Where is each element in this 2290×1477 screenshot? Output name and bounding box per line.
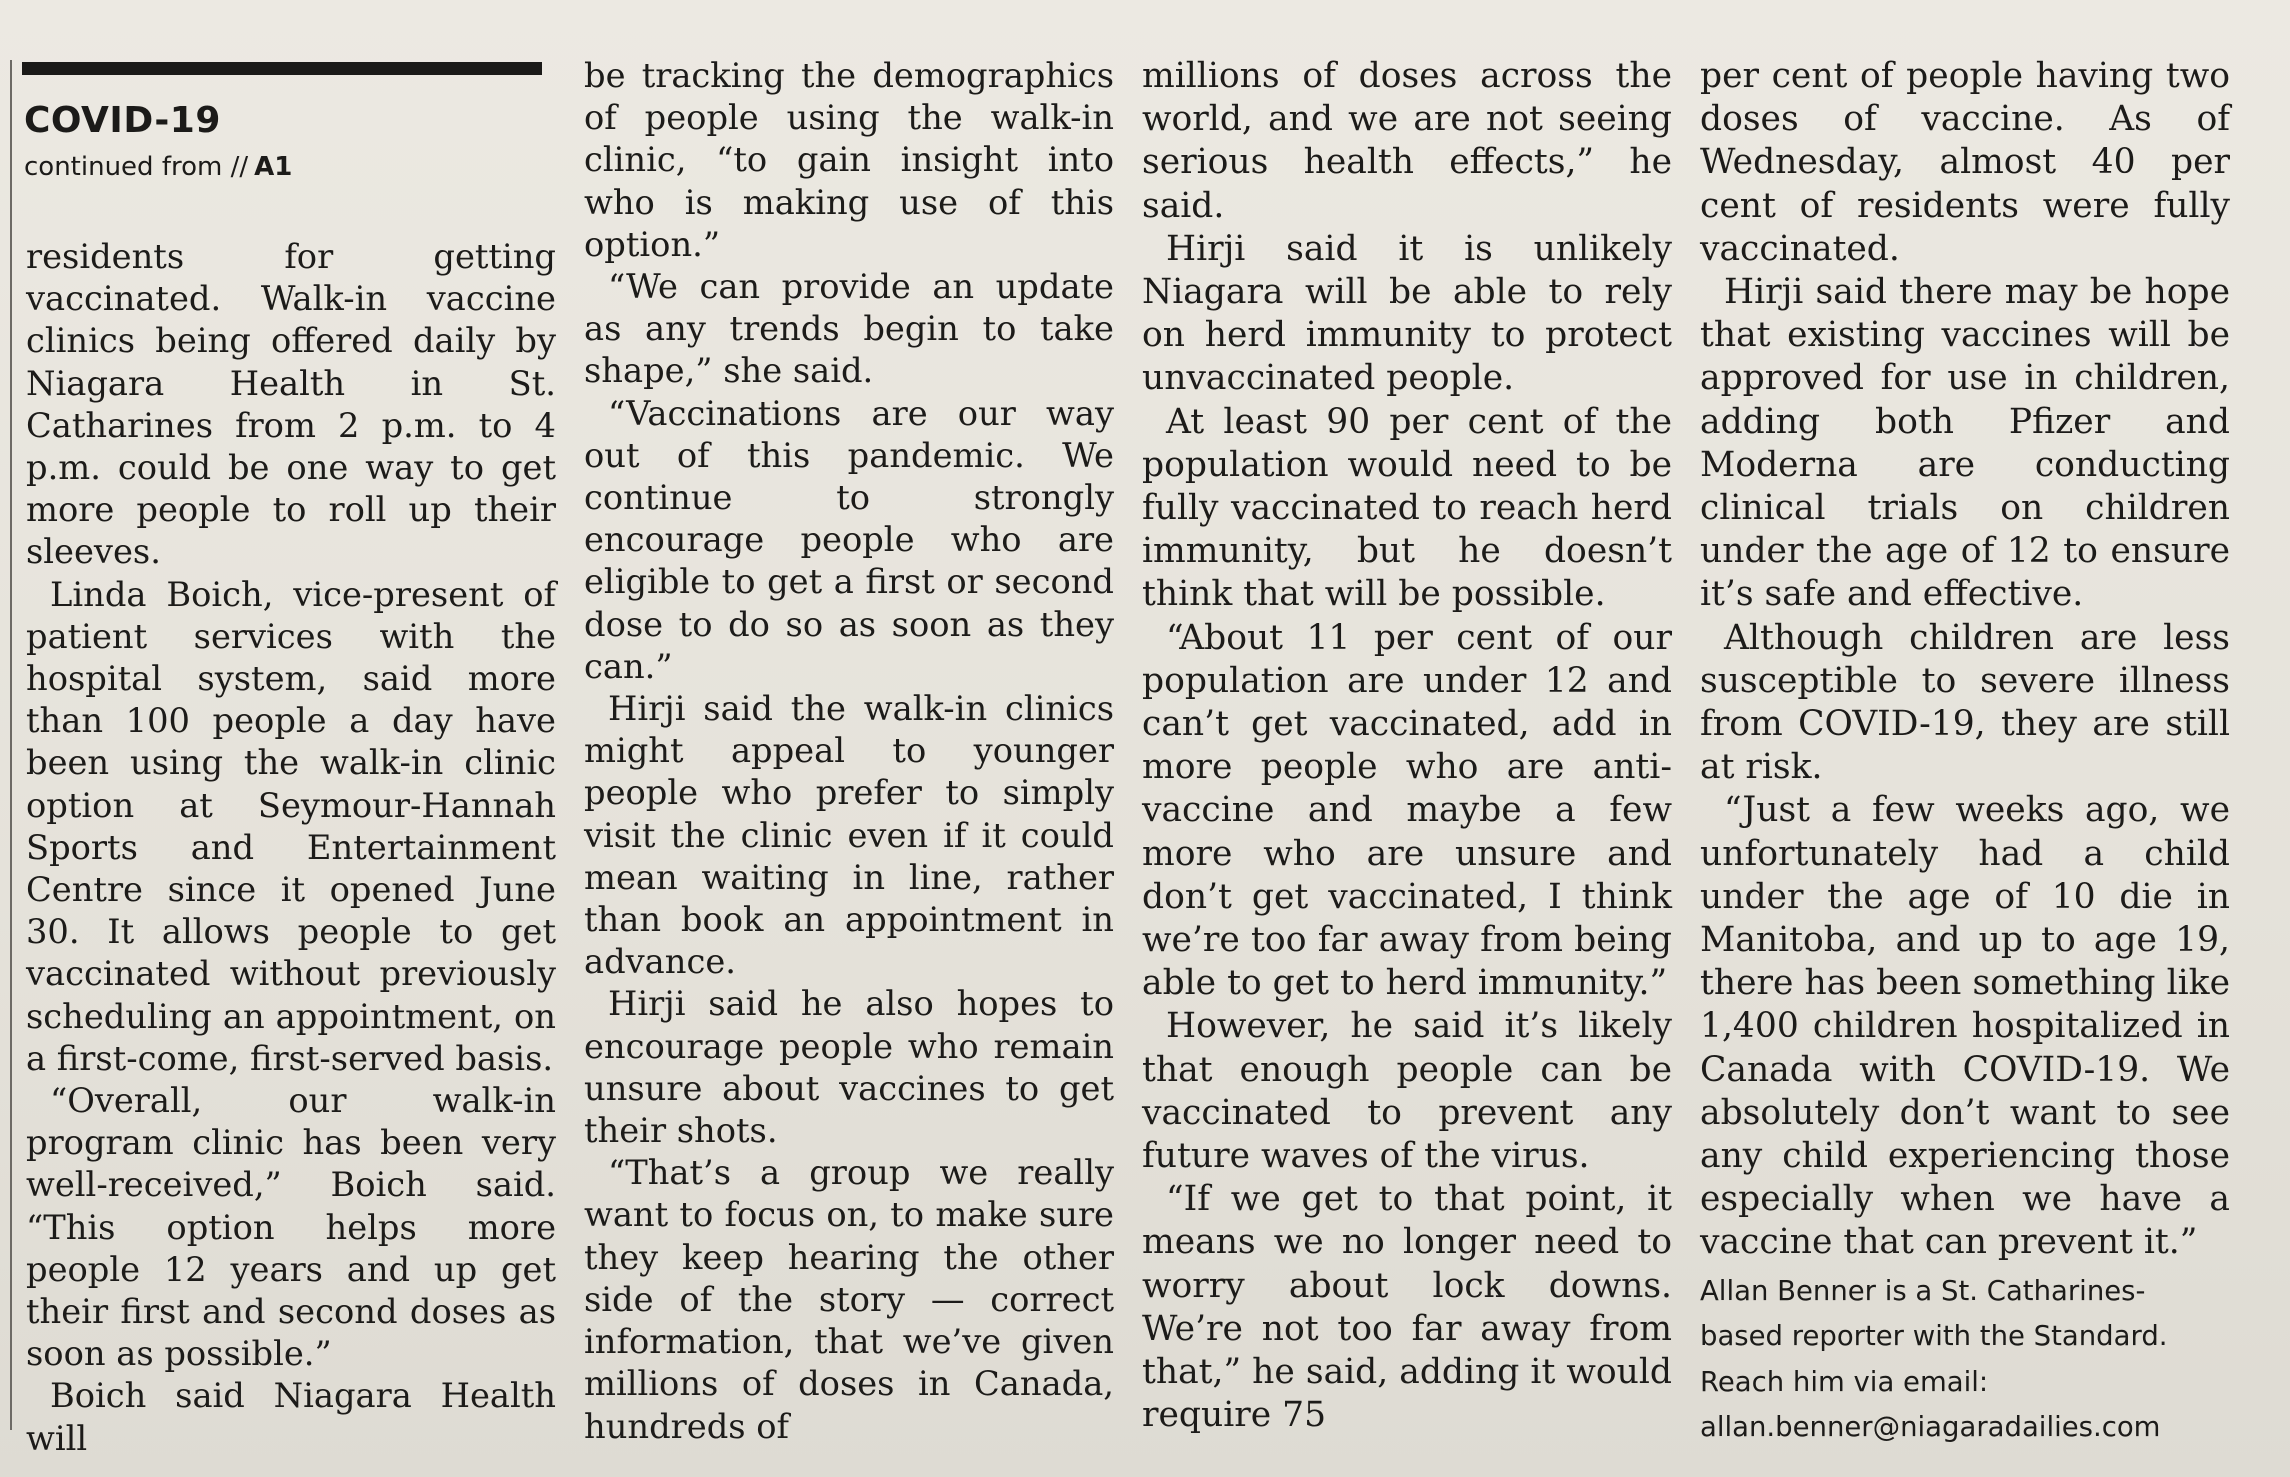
paragraph: Hirji said the walk-in clinics might appeal to younger people who prefer to simply visit the clinic even if it could mean waiting in line, rather than book an appointment in advance. <box>584 689 1114 982</box>
paragraph: Although children are less susceptible to severe illness from COVID-19, they are still at risk. <box>1700 617 2230 788</box>
paragraph: Hirji said there may be hope that existing vaccines will be approved for use in children, adding both Pfizer and Moderna are conducting clinical trials on children under the age of 12 to ensure it’s safe and effective. <box>1700 272 2230 615</box>
paragraph: However, he said it’s likely that enough people can be vaccinated to prevent any future waves of the virus. <box>1142 1006 1672 1177</box>
paragraph: millions of doses across the world, and we are not seeing serious health effects,” he said. <box>1142 56 1672 226</box>
paragraph: be tracking the demographics of people using the walk-in clinic, “to gain insight into who is making use of this option.” <box>584 56 1114 264</box>
paragraph: Hirji said it is unlikely Niagara will be able to rely on herd immunity to protect unvaccinated people. <box>1142 228 1672 399</box>
article-column-1 <box>26 236 556 1460</box>
paragraph: “If we get to that point, it means we no longer need to worry about lock downs. We’re not too far away from that,” he said, adding it would require 75 <box>1142 1179 1672 1436</box>
section-label: COVID-19 <box>24 100 221 141</box>
paragraph: “That’s a group we really want to focus on, to make sure they keep hearing the other side of the story — correct information, that we’ve given millions of doses in Canada, hundreds of <box>584 1153 1114 1446</box>
paragraph: Linda Boich, vice-present of patient services with the hospital system, said more than 100 people a day have been using the walk-in clinic option at Seymour-Hannah Sports and Entertainment Centre since it opened June 30. It allows people to get vaccinated without previously scheduling an appointment, on a first-come, first-served basis. <box>26 574 556 1078</box>
bio-line: Allan Benner is a St. Catharines- <box>1700 1274 2146 1307</box>
paragraph: At least 90 per cent of the population would need to be fully vaccinated to reach herd immunity, but he doesn’t think that will be possible. <box>1142 401 1672 615</box>
paragraph: “Vaccinations are our way out of this pandemic. We continue to strongly encourage people who are eligible to get a first or second dose to do so as soon as they can.” <box>584 393 1114 686</box>
paragraph: “Overall, our walk-in program clinic has been very well-received,” Boich said. “This option helps more people 12 years and up get their first and second doses as soon as possible.” <box>26 1081 556 1374</box>
column-rule <box>10 60 12 1430</box>
article-column-4 <box>1700 55 2230 1451</box>
continued-page: A1 <box>254 152 293 182</box>
paragraph: per cent of people having two doses of vaccine. As of Wednesday, almost 40 per cent of residents were fully vaccinated. <box>1700 56 2230 269</box>
paragraph: Hirji said he also hopes to encourage people who remain unsure about vaccines to get their shots. <box>584 984 1114 1151</box>
paragraph: “We can provide an update as any trends begin to take shape,” she said. <box>584 267 1114 391</box>
bio-line: Reach him via email: <box>1700 1365 1989 1398</box>
continued-text: continued from // <box>24 152 249 182</box>
continued-from <box>24 152 292 182</box>
article-column-2 <box>584 55 1114 1448</box>
paragraph: “About 11 per cent of our population are under 12 and can’t get vaccinated, add in more people who are anti-vaccine and maybe a few more who are unsure and don’t get vaccinated, I think we’re too far away from being able to get to herd immunity.” <box>1142 617 1672 1004</box>
paragraph: “Just a few weeks ago, we unfortunately had a child under the age of 10 die in Manitoba, and up to age 19, there has been something like 1,400 children hospitalized in Canada with COVID-19. We absolutely don’t want to see any child experiencing those especially when we have a vaccine that can prevent it.” <box>1700 790 2230 1263</box>
paragraph: residents for getting vaccinated. Walk-in vaccine clinics being offered daily by Niagara Health in St. Catharines from 2 p.m. to 4 p.m. could be one way to get more people to roll up their sleeves. <box>26 237 556 572</box>
bio-line: based reporter with the Standard. <box>1700 1320 2168 1353</box>
paragraph: Boich said Niagara Health will <box>26 1376 556 1458</box>
author-bio <box>1700 1269 2230 1451</box>
article-column-3 <box>1142 55 1672 1438</box>
section-bar <box>22 62 542 75</box>
author-email: allan.benner@niagaradailies.com <box>1700 1411 2161 1444</box>
